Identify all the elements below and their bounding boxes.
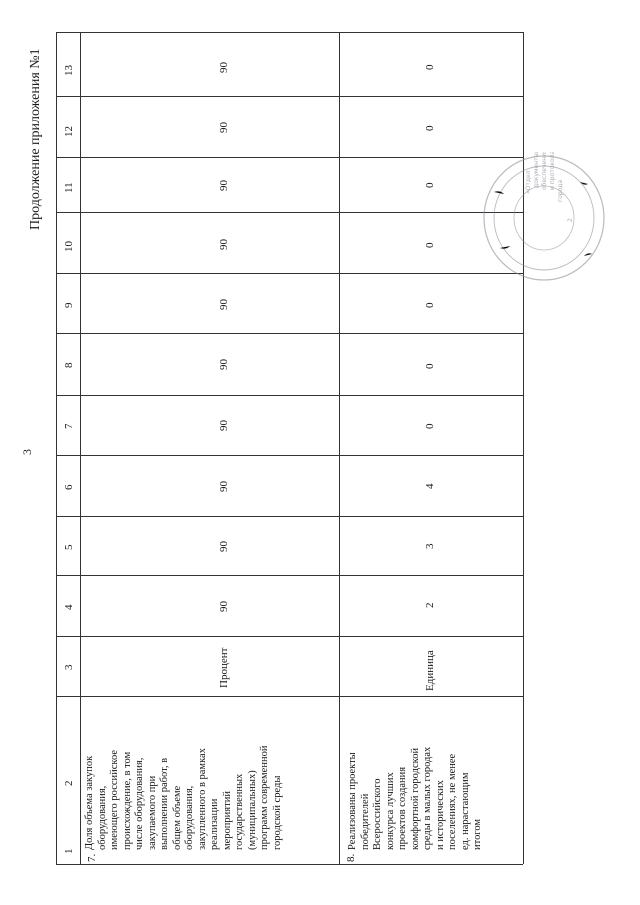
col-header-13: 13 (63, 65, 75, 76)
row-8-value: 0 (424, 423, 436, 429)
row-8-value: 0 (424, 302, 436, 308)
stamp-seal-icon (480, 152, 608, 284)
row-8-value: 4 (424, 483, 436, 489)
row-8-value: 0 (424, 182, 436, 188)
row-8-value: 3 (424, 543, 436, 549)
row-7-value: 90 (218, 359, 230, 370)
row-7-value: 90 (218, 239, 230, 250)
col-header-4: 4 (63, 604, 75, 610)
row-8-value: 0 (424, 242, 436, 248)
col-header-2: 2 (63, 780, 75, 786)
row-7-value: 90 (218, 541, 230, 552)
col-header-11: 11 (63, 182, 75, 193)
col-header-1: 1 (63, 848, 75, 854)
row-7-value: 90 (218, 601, 230, 612)
col-header-5: 5 (63, 544, 75, 550)
continuation-title: Продолжение приложения №1 (28, 48, 43, 230)
col-header-10: 10 (63, 241, 75, 252)
row-7-value: 90 (218, 420, 230, 431)
col-header-7: 7 (63, 423, 75, 429)
col-header-8: 8 (63, 362, 75, 368)
page-number: 3 (20, 449, 34, 455)
stamp-line-3: обеспечения (541, 152, 548, 190)
row-8-value: 2 (424, 602, 436, 608)
stamp-line-4: и протокола» (549, 152, 556, 190)
row-7-value: 90 (218, 180, 230, 191)
row-7-value: 90 (218, 481, 230, 492)
row-8-number: 8. (345, 853, 357, 862)
row-8-value: 0 (424, 363, 436, 369)
row-8-description: Реализованы проекты победителей Всероссийского конкурса лучших проектов создания комфортной городской среды в малых городах и исторических поселениях, не менее ед. нарастающим итогом (347, 746, 483, 850)
official-stamp (480, 152, 608, 284)
col-header-12: 12 (63, 126, 75, 137)
stamp-line-1: «Отдел (525, 170, 532, 194)
row-8-value: 0 (424, 64, 436, 70)
stamp-line-5: города (557, 179, 564, 202)
row-7-unit: Процент (218, 647, 230, 688)
row-8-value: 0 (424, 125, 436, 131)
stamp-line-2: документационного (533, 152, 540, 188)
stamp-number: 2 (567, 218, 574, 222)
row-7-value: 90 (218, 62, 230, 73)
col-header-3: 3 (63, 664, 75, 670)
col-header-6: 6 (63, 484, 75, 490)
row-7-number: 7. (86, 853, 98, 862)
col-header-9: 9 (63, 302, 75, 308)
row-7-value: 90 (218, 299, 230, 310)
row-7-value: 90 (218, 122, 230, 133)
row-8-unit: Единица (424, 650, 436, 691)
row-7-description: Доля объема закупок оборудования, имеющего российское происхождение, в том числе оборудования, закупаемого при выполнении работ, в общем объеме оборудования, закупленного в рамках реализации мероприятий государственных (муниципальных) программ современной городской среды (84, 745, 283, 850)
